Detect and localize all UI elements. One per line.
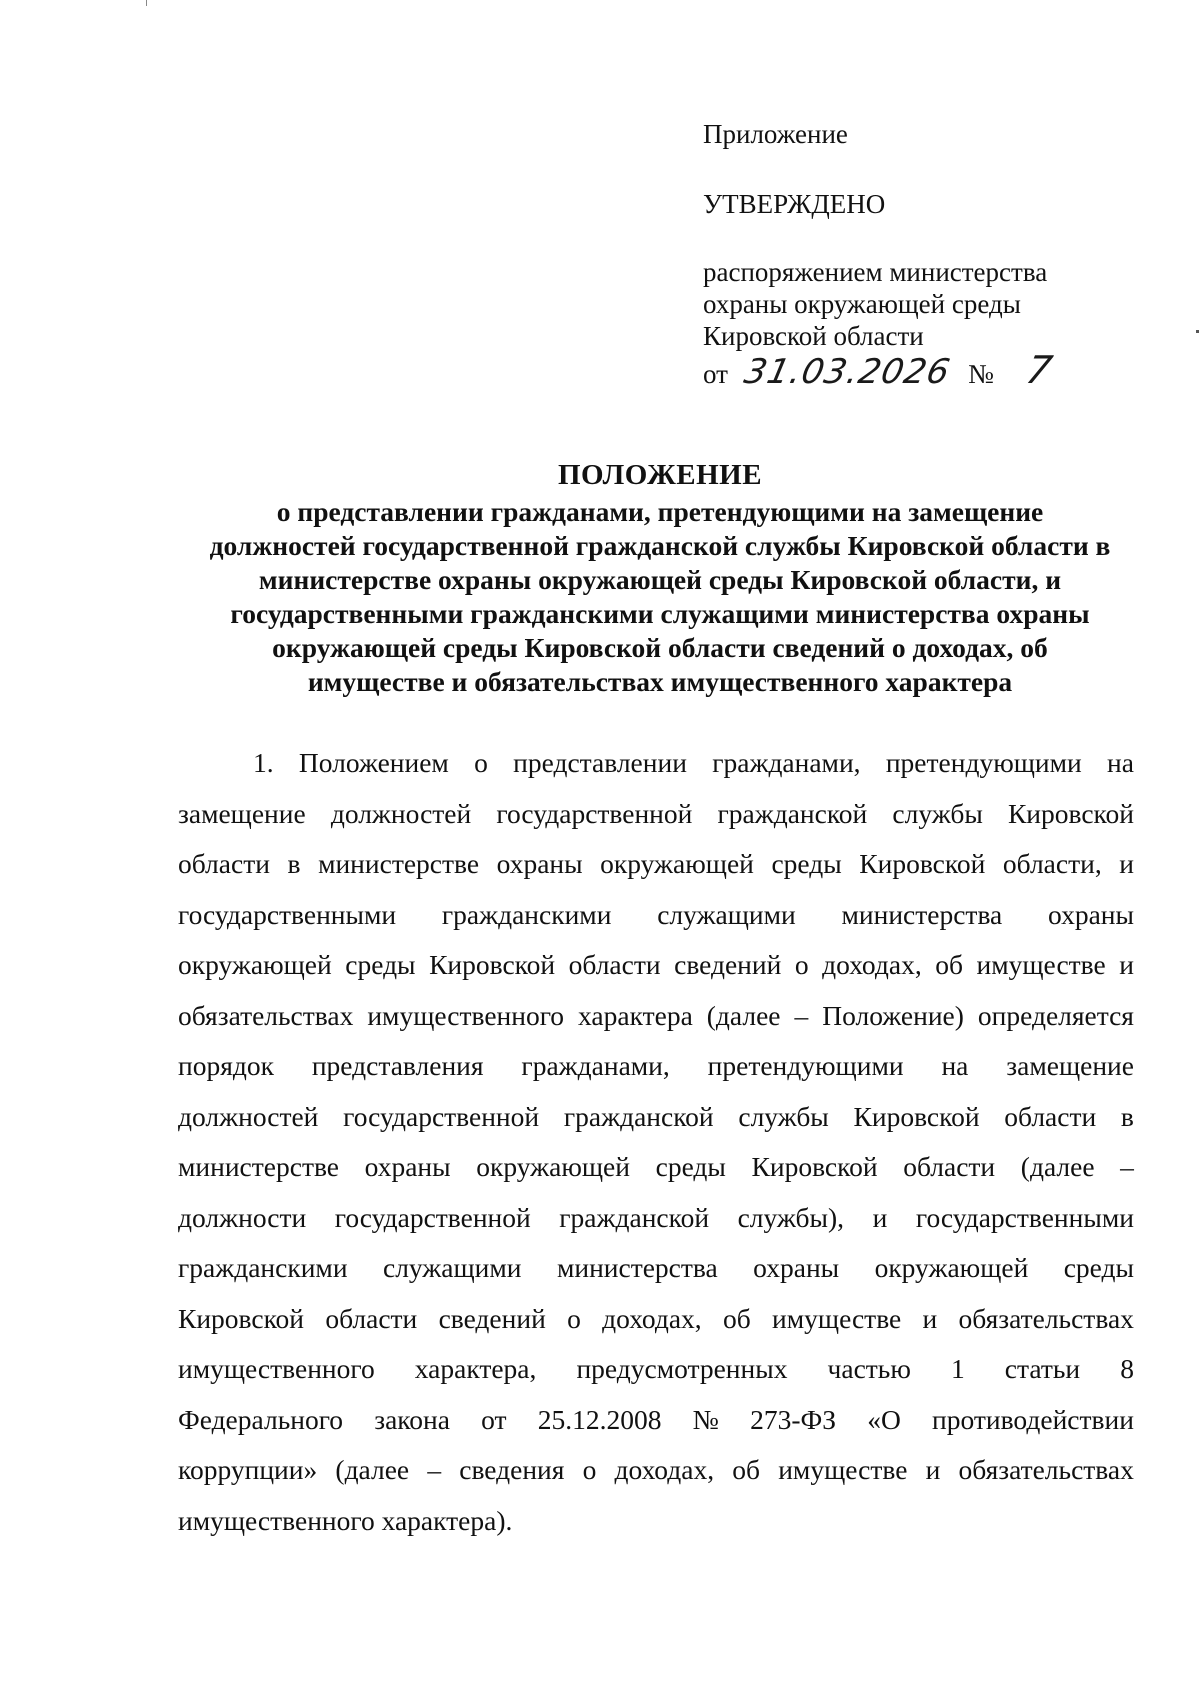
body-word: обязательствах [958,1302,1134,1334]
body-word: имуществе [976,949,1106,980]
order-date-line [703,348,1057,396]
body-word: государственными [178,898,397,930]
body-word: о [567,1302,581,1334]
body-line [178,839,1134,890]
order-line: охраны окружающей среды [703,289,1021,319]
body-word: противодействии [932,1403,1134,1435]
title-line: окружающей среды Кировской области сведений о доходах, об [272,632,1048,663]
date-prefix: от [703,359,728,389]
body-line [178,991,1134,1042]
body-line [178,1142,1134,1193]
body-line [178,1344,1134,1395]
body-word: 273-ФЗ [750,1403,837,1435]
handwritten-date: 31.03.2026 [740,352,954,392]
body-line [178,1041,1134,1092]
number-label: № [968,359,994,389]
title-line: должностей государственной гражданской службы Кировской области в [209,530,1111,561]
body-word: должностей [178,1100,319,1132]
body-word: обязательствах [958,1454,1134,1485]
body-word: и [1119,848,1134,879]
body-word: среды [1063,1252,1134,1283]
body-line [178,1445,1134,1496]
body-line [178,1395,1134,1446]
body-word: предусмотренных [576,1353,788,1384]
title-line: имуществе и обязательствах имущественного характера [307,666,1013,697]
body-word: замещение [178,797,306,829]
body-word: имущественного [178,1353,375,1384]
body-word: Федерального [178,1403,344,1435]
body-word: гражданской [563,1100,714,1132]
body-word: охраны [753,1252,840,1283]
title-line: министерстве охраны окружающей среды Кировской области, и [258,564,1062,595]
body-word: окружающей [600,848,754,879]
title-main: ПОЛОЖЕНИЕ [557,459,763,491]
body-word: претендующими [885,747,1082,778]
order-line: Кировской области [703,321,924,351]
body-word: государственной [343,1100,540,1132]
body-word: имущественного [367,999,565,1031]
body-word: в [287,848,301,879]
body-word: имуществе [772,1302,902,1334]
body-word: гражданами, [712,747,861,778]
body-word: доходах, [822,949,922,980]
appendix-label: Приложение [703,119,848,149]
body-line [178,1294,1134,1345]
body-word: – [1120,1151,1134,1182]
body-line [178,940,1134,991]
body-word: характера). [381,1504,513,1536]
body-word: служащими [657,898,796,930]
body-paragraph [178,738,1134,1546]
body-word: должностей [330,797,472,829]
body-word: закона [374,1403,450,1435]
body-word: о [582,1454,597,1485]
body-word: гражданами, [521,1050,670,1081]
body-word: гражданской [559,1201,710,1233]
body-word: окружающей [476,1151,630,1182]
body-word: на [1107,747,1134,778]
body-word: государственной [496,797,693,829]
body-word: представлении [513,747,687,778]
body-word: министерства [556,1252,718,1283]
body-word: и [872,1201,888,1233]
body-word: и [1119,949,1134,980]
body-word: государственной [334,1201,531,1233]
body-word: (далее [706,999,781,1031]
approved-stamp-text: УТВЕРЖДЕНО [703,189,886,219]
body-word: имущественного [178,1504,375,1536]
body-word: обязательствах [178,999,354,1031]
body-word: сведений [674,949,782,980]
body-word: на [941,1050,969,1081]
body-word: в [1120,1100,1134,1132]
body-word: министерства [841,898,1003,930]
body-word: «О [867,1403,901,1435]
body-word: гражданскими [441,898,612,930]
body-word: Кировской [859,848,986,879]
body-word: министерстве [318,848,480,879]
body-word: охраны [496,848,583,879]
body-word: 8 [1120,1353,1134,1384]
order-line: распоряжением министерства [703,257,1048,287]
body-line [178,789,1134,840]
body-word: о [794,949,809,980]
body-word: 1. [253,747,274,778]
body-word: области [1004,1100,1097,1132]
body-word: области [178,848,270,879]
body-word: о [474,747,488,778]
title-line: о представлении гражданами, претендующими на замещение [276,496,1044,527]
body-word: Положением [298,747,449,778]
body-word: сведения [459,1454,565,1485]
body-word: Кировской [853,1100,980,1132]
body-word: Кировской [178,1302,305,1334]
body-word: определяется [977,999,1134,1031]
body-line [178,1193,1134,1244]
body-word: гражданскими [178,1252,348,1283]
body-word: 25.12.2008 [537,1403,662,1435]
body-word: Кировской [1007,797,1134,829]
body-line [178,1496,1134,1547]
scan-artifact-top [146,0,147,6]
body-word: имуществе [778,1454,908,1485]
body-word: служащими [382,1252,522,1283]
body-word: среды [655,1151,726,1182]
body-word: замещение [1006,1050,1134,1081]
body-word: – [794,999,809,1031]
body-word: Положение) [822,999,964,1031]
body-word: от [481,1403,507,1435]
body-word: службы [738,1100,829,1132]
title-line: государственными гражданскими служащими министерства охраны [230,598,1090,629]
body-word: гражданской [717,797,868,829]
body-word: охраны [1048,898,1134,930]
body-word: государственными [915,1201,1134,1233]
body-word: претендующими [707,1050,904,1081]
body-word: министерстве [178,1151,339,1182]
body-word: Кировской [429,949,556,980]
body-word: статьи [1004,1353,1081,1384]
scan-artifact-right [1196,330,1199,333]
body-word: об [935,949,963,980]
body-word: среды [771,848,842,879]
body-word: должности [178,1201,307,1233]
body-line [178,738,1134,789]
body-word: охраны [364,1151,451,1182]
body-word: области [325,1302,418,1334]
body-word: и [925,1454,941,1485]
body-word: (далее [1020,1151,1095,1182]
body-word: службы [892,797,983,829]
body-word: коррупции» [178,1454,318,1485]
body-line [178,890,1134,941]
document-title [140,458,1180,699]
body-word: доходах, [602,1302,702,1334]
body-word: окружающей [874,1252,1029,1283]
body-word: среды [345,949,416,980]
body-word: порядок [178,1050,274,1081]
body-word: об [722,1302,751,1334]
body-line [178,1092,1134,1143]
body-word: и [922,1302,938,1334]
body-word: окружающей [178,949,332,980]
body-word: – [427,1454,442,1485]
body-word: об [732,1454,761,1485]
body-line [178,1243,1134,1294]
body-word: сведений [438,1302,546,1334]
body-word: № [692,1403,719,1435]
body-word: представления [311,1050,484,1081]
body-word: службы), [737,1201,845,1233]
body-word: частью [827,1353,911,1384]
body-word: характера [578,999,693,1031]
body-word: (далее [335,1454,410,1485]
body-word: области [568,949,661,980]
body-word: области, [1002,848,1102,879]
body-word: области [903,1151,996,1182]
body-word: характера, [414,1353,537,1384]
body-word: 1 [950,1353,965,1384]
handwritten-number: 7 [1021,348,1057,392]
body-word: доходах, [614,1454,715,1485]
body-word: Кировской [751,1151,878,1182]
